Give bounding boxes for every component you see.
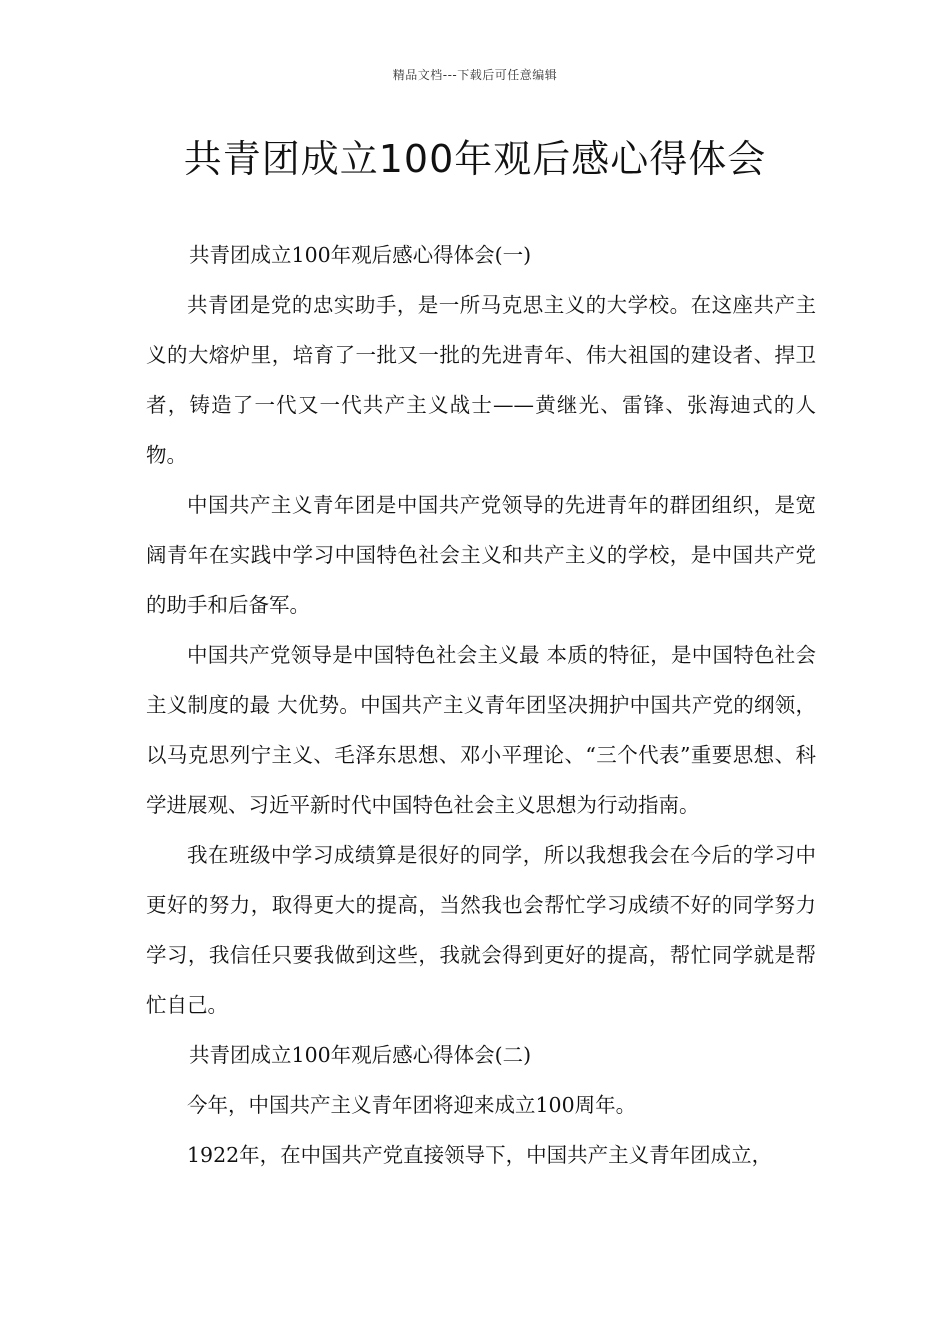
paragraph: 共青团是党的忠实助手，是一所马克思主义的大学校。在这座共产主义的大熔炉里，培育了一批又一批的先进青年、伟大祖国的建设者、捍卫者，铸造了一代又一代共产主义战士——黄继光、雷锋、张海迪式的人物。 <box>146 293 816 467</box>
document-title: 共青团成立100年观后感心得体会 <box>183 137 767 181</box>
section-heading-1: 共青团成立100年观后感心得体会(一) <box>189 243 532 267</box>
header-note: 精品文档---下载后可任意编辑 <box>392 68 558 82</box>
paragraph: 我在班级中学习成绩算是很好的同学，所以我想我会在今后的学习中更好的努力，取得更大的提高，当然我也会帮忙学习成绩不好的同学努力学习，我信任只要我做到这些，我就会得到更好的提高，帮忙同学就是帮忙自己。 <box>146 843 816 1017</box>
paragraph: 中国共产党领导是中国特色社会主义最 本质的特征，是中国特色社会主义制度的最 大优势。中国共产主义青年团坚决拥护中国共产党的纲领，以马克思列宁主义、毛泽东思想、邓小平理论、“三个代表”重要思想、科学进展观、习近平新时代中国特色社会主义思想为行动指南。 <box>146 643 816 817</box>
paragraph: 中国共产主义青年团是中国共产党领导的先进青年的群团组织，是宽阔青年在实践中学习中国特色社会主义和共产主义的学校，是中国共产党的助手和后备军。 <box>146 493 816 617</box>
paragraph: 1922年，在中国共产党直接领导下，中国共产主义青年团成立， <box>187 1143 773 1167</box>
section-heading-2: 共青团成立100年观后感心得体会(二) <box>189 1043 532 1067</box>
document-body <box>146 230 816 1180</box>
paragraph: 今年，中国共产主义青年团将迎来成立100周年。 <box>187 1093 637 1117</box>
